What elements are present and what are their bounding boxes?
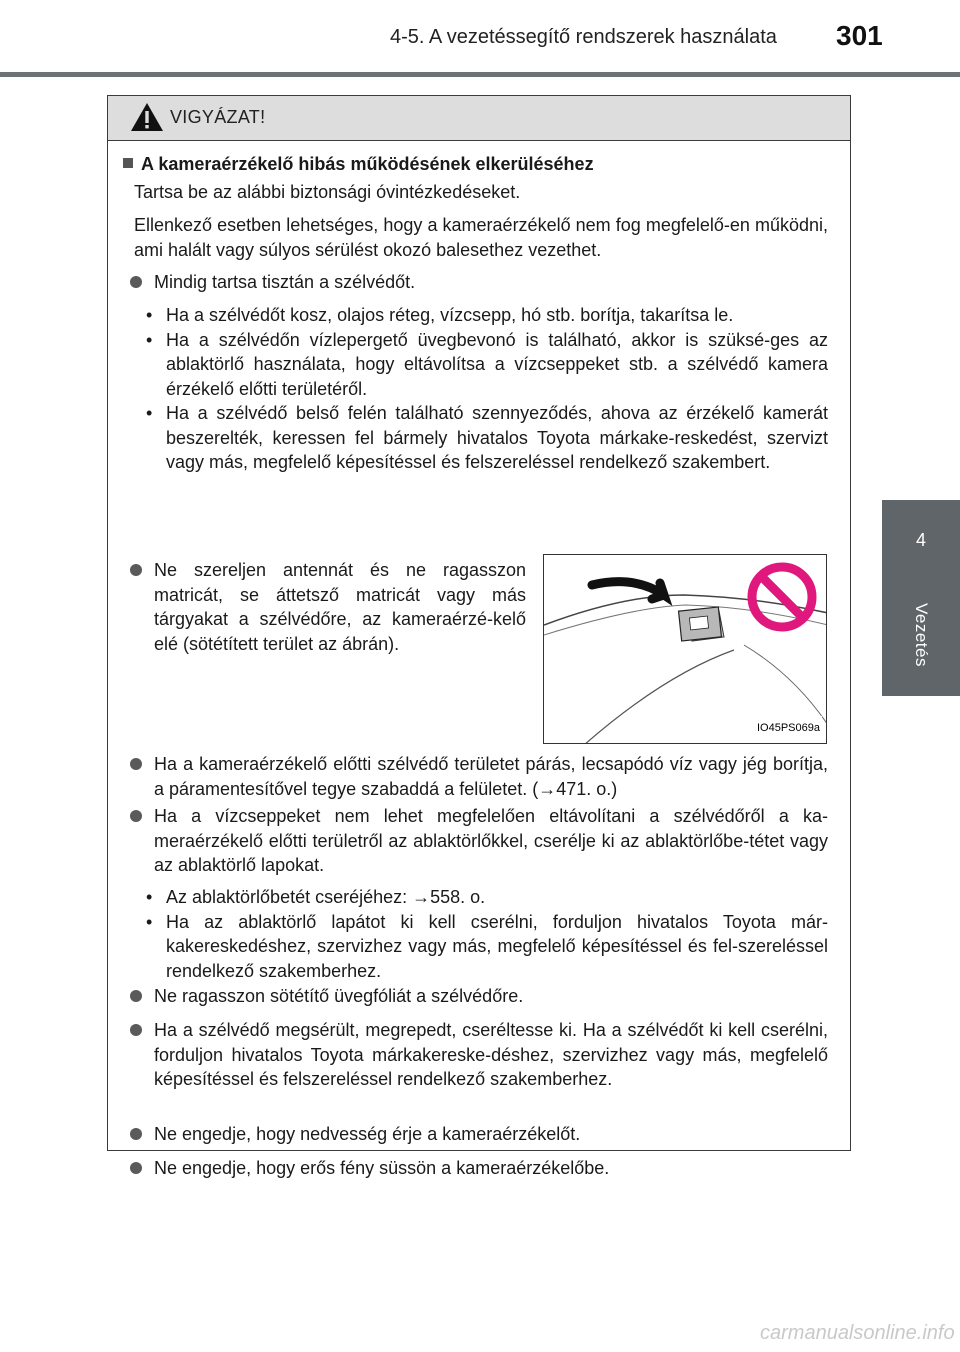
intro-paragraph-1: Tartsa be az alábbi biztonsági óvintézkedéseket. bbox=[134, 182, 521, 202]
section-heading bbox=[123, 152, 594, 177]
list-item bbox=[128, 752, 828, 801]
circle-bullet-icon bbox=[130, 1162, 142, 1174]
list-item-text: Ne ragasszon sötétítő üvegfóliát a szélvédőre. bbox=[154, 986, 524, 1006]
list-item-text: Ha a kameraérzékelő előtti szélvédő területet párás, lecsapódó víz vagy jég borítja, a páramentesítővel tegye szabaddá a felületet. (→471. o.) bbox=[154, 754, 828, 799]
chapter-label-text: Vezetés bbox=[912, 603, 931, 667]
list-item-text: Ne engedje, hogy nedvesség érje a kameraérzékelőt. bbox=[154, 1124, 581, 1144]
section-heading-text: A kameraérzékelő hibás működésének elkerüléséhez bbox=[141, 154, 594, 174]
circle-bullet-icon bbox=[130, 1128, 142, 1140]
warning-box bbox=[107, 95, 851, 1178]
figure-code: IO45PS069a bbox=[755, 716, 822, 741]
list-item bbox=[128, 270, 828, 295]
chapter-label bbox=[882, 580, 960, 690]
page-number: 301 bbox=[836, 20, 883, 51]
list-item bbox=[128, 804, 828, 878]
warning-triangle-icon bbox=[130, 102, 164, 132]
list-item-text: Ne engedje, hogy erős fény süssön a kameraérzékelőbe. bbox=[154, 1158, 610, 1178]
header-rule bbox=[0, 72, 960, 77]
sub-bullet: • Ha a szélvédőt kosz, olajos réteg, vízcsepp, hó stb. borítja, takarítsa le. bbox=[144, 303, 828, 328]
list-item bbox=[128, 558, 526, 656]
sub-bullet-list bbox=[144, 303, 828, 475]
sub-bullet: • Ha a szélvédő belső felén található szennyeződés, ahova az érzékelő kamerát beszerelték, keressen fel bármely hivatalos Toyota márkake-reskedést, szervizt vagy más, megfelelő képesítéssel és felszereléssel rendelkező szakembert. bbox=[144, 401, 828, 475]
circle-bullet-icon bbox=[130, 990, 142, 1002]
square-bullet-icon bbox=[123, 158, 133, 168]
list-item bbox=[128, 1122, 828, 1147]
circle-bullet-icon bbox=[130, 810, 142, 822]
sub-bullet: • Ha az ablaktörlő lapátot ki kell cserélni, forduljon hivatalos Toyota már-kakereskedéshez, szervizhez vagy más, megfelelő képesítéssel és fel-szereléssel rendelkező szakemberhez. bbox=[144, 910, 828, 984]
list-item-text: Ne szereljen antennát és ne ragasszon matricát, se áttetsző matricát vagy más tárgyakat a szélvédőre, az kameraérzé-kelő elé (sötétített terület az ábrán). bbox=[154, 560, 526, 654]
list-item bbox=[128, 984, 828, 1009]
sub-bullet: • Ha a szélvédőn vízlepergető üvegbevonó is található, akkor is szüksé-ges az ablaktörlő használata, hogy eltávolítsa a vízcseppeket stb. a szélvédő kamera érzékelő előtti területéről. bbox=[144, 328, 828, 402]
chapter-number: 4 bbox=[915, 530, 926, 550]
header-title: 4-5. A vezetéssegítő rendszerek használata bbox=[390, 26, 777, 48]
windshield-figure bbox=[543, 554, 827, 744]
circle-bullet-icon bbox=[130, 1024, 142, 1036]
warning-header bbox=[108, 96, 850, 141]
sub-bullet: • Az ablaktörlőbetét cseréjéhez: →558. o. bbox=[144, 885, 828, 910]
intro-paragraph-2: Ellenkező esetben lehetséges, hogy a kameraérzékelő nem fog megfelelő-en működni, ami halált vagy súlyos sérülést okozó balesethez vezethet. bbox=[134, 215, 828, 260]
list-item bbox=[128, 1156, 828, 1181]
sub-bullet-list bbox=[144, 885, 828, 983]
warning-label: VIGYÁZAT! bbox=[170, 107, 266, 127]
footer-watermark: carmanualsonline.info bbox=[760, 1322, 955, 1344]
list-item-text: Ha a vízcseppeket nem lehet megfelelően eltávolítani a szélvédőről a ka-meraérzékelő előtti területről az ablaktörlőkkel, cserélje ki az ablaktörlőbe-tétet vagy az ablaktörlő lapokat. bbox=[154, 806, 828, 875]
list-item-text: Mindig tartsa tisztán a szélvédőt. bbox=[154, 272, 416, 292]
circle-bullet-icon bbox=[130, 564, 142, 576]
circle-bullet-icon bbox=[130, 276, 142, 288]
list-item-text: Ha a szélvédő megsérült, megrepedt, cseréltesse ki. Ha a szélvédőt ki kell cserélni, forduljon hivatalos Toyota márkakereske-déshez, szervizhez vagy más, megfelelő képesítéssel és felszereléssel rendelkező szakemberhez. bbox=[154, 1020, 828, 1089]
list-item bbox=[128, 1018, 828, 1092]
circle-bullet-icon bbox=[130, 758, 142, 770]
warning-content bbox=[108, 140, 850, 1178]
